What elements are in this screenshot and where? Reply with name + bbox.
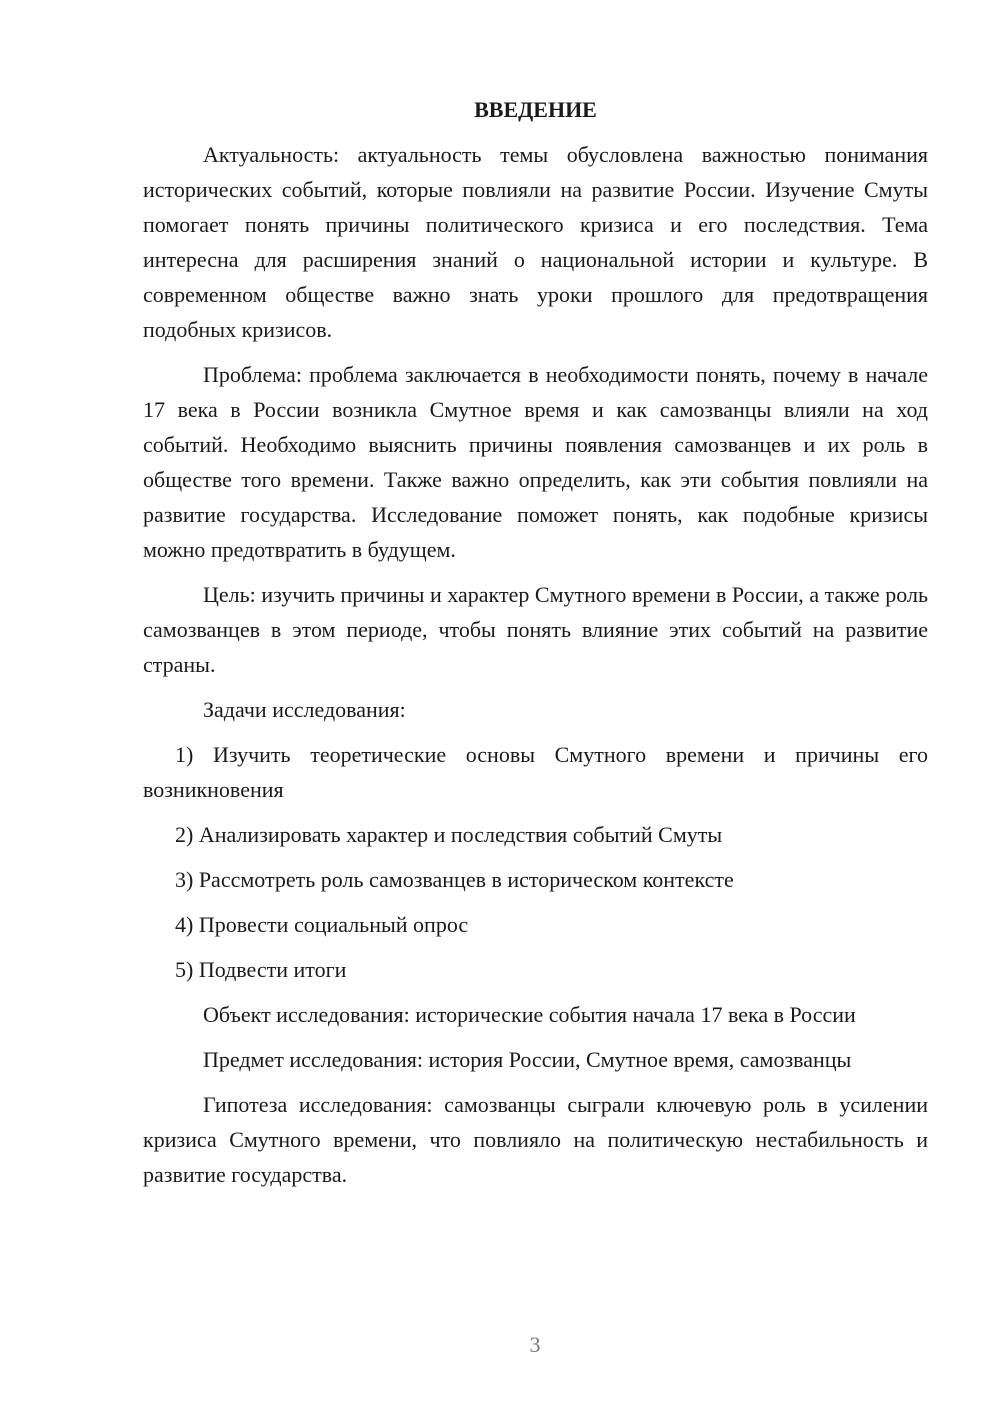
tasks-list: [143, 737, 928, 987]
problem-paragraph: Проблема: проблема заключается в необходимости понять, почему в начале 17 века в России возникла Смутное время и как самозванцы влияли на ход событий. Необходимо выяснить причины появления самозванцев и их роль в обществе того времени. Также важно определить, как эти события повлияли на развитие государства. Исследование поможет понять, как подобные кризисы можно предотвратить в будущем.: [143, 362, 928, 562]
page-title: ВВЕДЕНИЕ: [474, 97, 597, 122]
task-item: 1) Изучить теоретические основы Смутного времени и причины его возникновения: [143, 742, 928, 802]
task-item: 3) Рассмотреть роль самозванцев в историческом контексте: [175, 867, 734, 892]
page-number: 3: [529, 1332, 541, 1357]
goal-paragraph: Цель: изучить причины и характер Смутного времени в России, а также роль самозванцев в этом периоде, чтобы понять влияние этих событий на развитие страны.: [143, 582, 928, 677]
relevance-paragraph: Актуальность: актуальность темы обусловлена важностью понимания исторических событий, которые повлияли на развитие России. Изучение Смуты помогает понять причины политического кризиса и его последствия. Тема интересна для расширения знаний о национальной истории и культуре. В современном обществе важно знать уроки прошлого для предотвращения подобных кризисов.: [143, 142, 928, 342]
tasks-heading: Задачи исследования:: [203, 697, 406, 722]
task-item: 5) Подвести итоги: [175, 957, 347, 982]
task-item: 4) Провести социальный опрос: [175, 912, 469, 937]
task-item: 2) Анализировать характер и последствия событий Смуты: [175, 822, 723, 847]
hypothesis-paragraph: Гипотеза исследования: самозванцы сыграли ключевую роль в усилении кризиса Смутного времени, что повлияло на политическую нестабильность и развитие государства.: [143, 1092, 928, 1187]
object-paragraph: Объект исследования: исторические события начала 17 века в России: [203, 1002, 856, 1027]
document-page: [143, 92, 928, 1202]
subject-paragraph: Предмет исследования: история России, Смутное время, самозванцы: [203, 1047, 852, 1072]
